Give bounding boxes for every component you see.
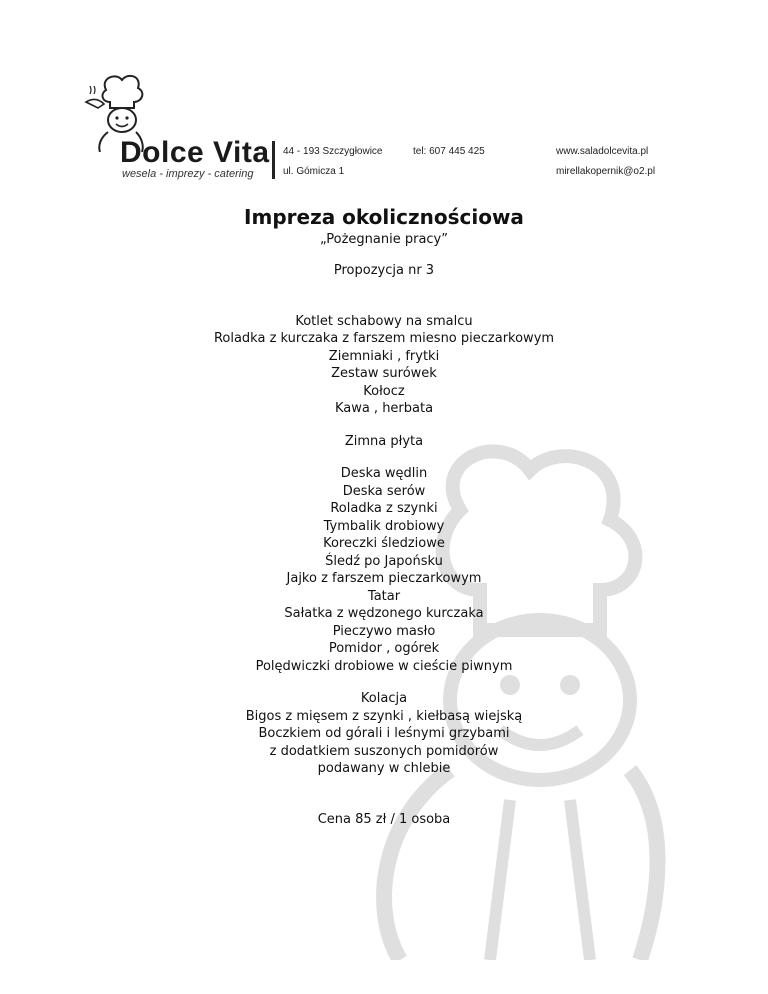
menu-item: Koreczki śledziowe (323, 536, 445, 551)
brand-name: Dolce Vita (120, 136, 270, 169)
menu-item: Roladka z szynki (330, 501, 438, 516)
menu-item: Deska serów (342, 483, 426, 499)
menu-item: z dodatkiem suszonych pomidorów (269, 743, 499, 759)
menu-item: Tatar (367, 588, 401, 604)
dinner-items-list (0, 708, 768, 778)
email-link[interactable]: mirellakopernik@o2.pl (556, 166, 656, 177)
menu-item: Zestaw surówek (331, 366, 437, 381)
letterhead (78, 72, 698, 192)
menu-item: Kołocz (363, 383, 405, 399)
menu-item: Boczkiem od górali i leśnymi grzybami (258, 726, 510, 741)
cold-items-list (0, 465, 768, 675)
website-link[interactable]: www.saladolcevita.pl (556, 146, 649, 157)
menu-item: Sałatka z wędzonego kurczaka (284, 606, 484, 621)
event-title: Impreza okolicznościowa (244, 205, 524, 229)
dinner-section-title: Kolacja (360, 691, 408, 706)
menu-item: Deska wędlin (340, 466, 428, 481)
menu-item: Pomidor , ogórek (328, 641, 440, 656)
menu-item: Tymbalik drobiowy (323, 518, 445, 534)
address-line-2: ul. Gómicza 1 (283, 166, 345, 177)
price: Cena 85 zł / 1 osoba (317, 811, 451, 827)
event-subtitle: „Pożegnanie pracy” (319, 232, 448, 247)
main-dishes-list (0, 313, 768, 418)
menu-item: Kotlet schabowy na smalcu (295, 313, 473, 329)
header-divider (272, 141, 275, 179)
menu-item: Bigos z mięsem z szynki , kiełbasą wiejską (245, 708, 523, 724)
phone-number: tel: 607 445 425 (413, 146, 485, 157)
menu-item: Roladka z kurczaka z farszem miesno pieczarkowym (213, 331, 555, 346)
menu-item: podawany w chlebie (317, 761, 451, 776)
menu-item: Kawa , herbata (334, 401, 434, 416)
menu-item: Pieczywo masło (332, 623, 436, 639)
menu-item: Jajko z farszem pieczarkowym (286, 571, 482, 586)
menu-item: Polędwiczki drobiowe w cieście piwnym (255, 658, 513, 674)
menu-item: Ziemniaki , frytki (328, 348, 440, 364)
address-line-1: 44 - 193 Szczygłowice (283, 146, 383, 157)
menu-item: Śledź po Japońsku (325, 553, 443, 569)
menu-content (0, 204, 768, 829)
brand-tagline: wesela - imprezy - catering (122, 168, 254, 180)
cold-section-title: Zimna płyta (344, 433, 424, 449)
proposal-number: Propozycja nr 3 (333, 263, 435, 278)
